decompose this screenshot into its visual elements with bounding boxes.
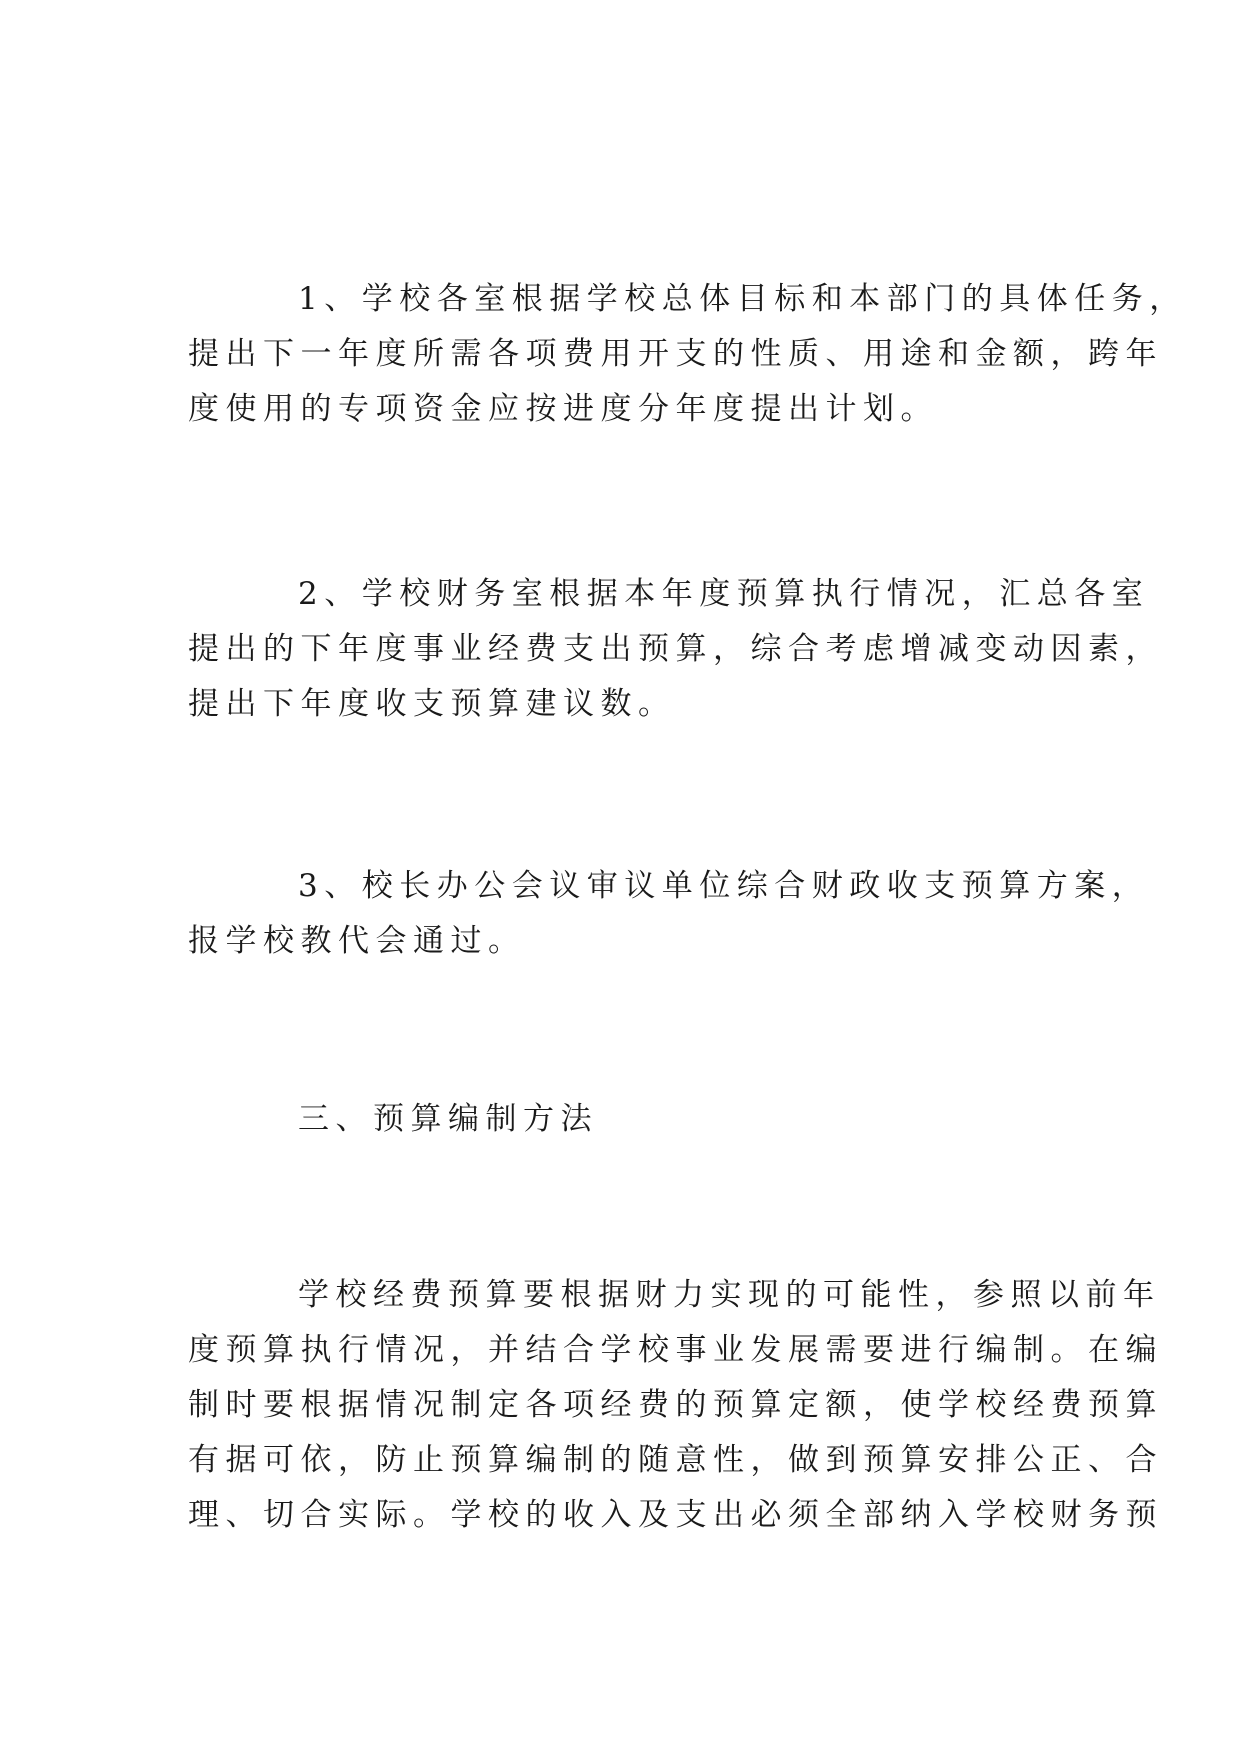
paragraph-line: 报学校教代会通过。 (188, 923, 526, 959)
section-heading (188, 1092, 1058, 1147)
paragraph-line: 有据可依，防止预算编制的随意性，做到预算安排公正、合 (188, 1442, 1163, 1478)
paragraph-1 (188, 272, 1187, 437)
section-heading-text: 三、预算编制方法 (298, 1101, 598, 1137)
paragraph-line: 度预算执行情况，并结合学校事业发展需要进行编制。在编 (188, 1332, 1163, 1368)
paragraph-line: 度使用的专项资金应按进度分年度提出计划。 (188, 391, 938, 427)
paragraph-4 (188, 1268, 1163, 1543)
paragraph-line: 2、学校财务室根据本年度预算执行情况，汇总各室 (298, 576, 1150, 612)
paragraph-line: 提出的下年度事业经费支出预算，综合考虑增减变动因素， (188, 631, 1163, 667)
paragraph-line: 提出下一年度所需各项费用开支的性质、用途和金额，跨年 (188, 336, 1163, 372)
paragraph-line: 1、学校各室根据学校总体目标和本部门的具体任务， (298, 281, 1187, 317)
paragraph-line: 制时要根据情况制定各项经费的预算定额，使学校经费预算 (188, 1387, 1163, 1423)
paragraph-3 (188, 859, 1150, 969)
paragraph-line: 提出下年度收支预算建议数。 (188, 686, 676, 722)
paragraph-line: 学校经费预算要根据财力实现的可能性，参照以前年 (298, 1277, 1161, 1313)
paragraph-line: 3、校长办公会议审议单位综合财政收支预算方案， (298, 868, 1150, 904)
paragraph-2 (188, 567, 1163, 732)
paragraph-line: 理、切合实际。学校的收入及支出必须全部纳入学校财务预 (188, 1497, 1163, 1533)
